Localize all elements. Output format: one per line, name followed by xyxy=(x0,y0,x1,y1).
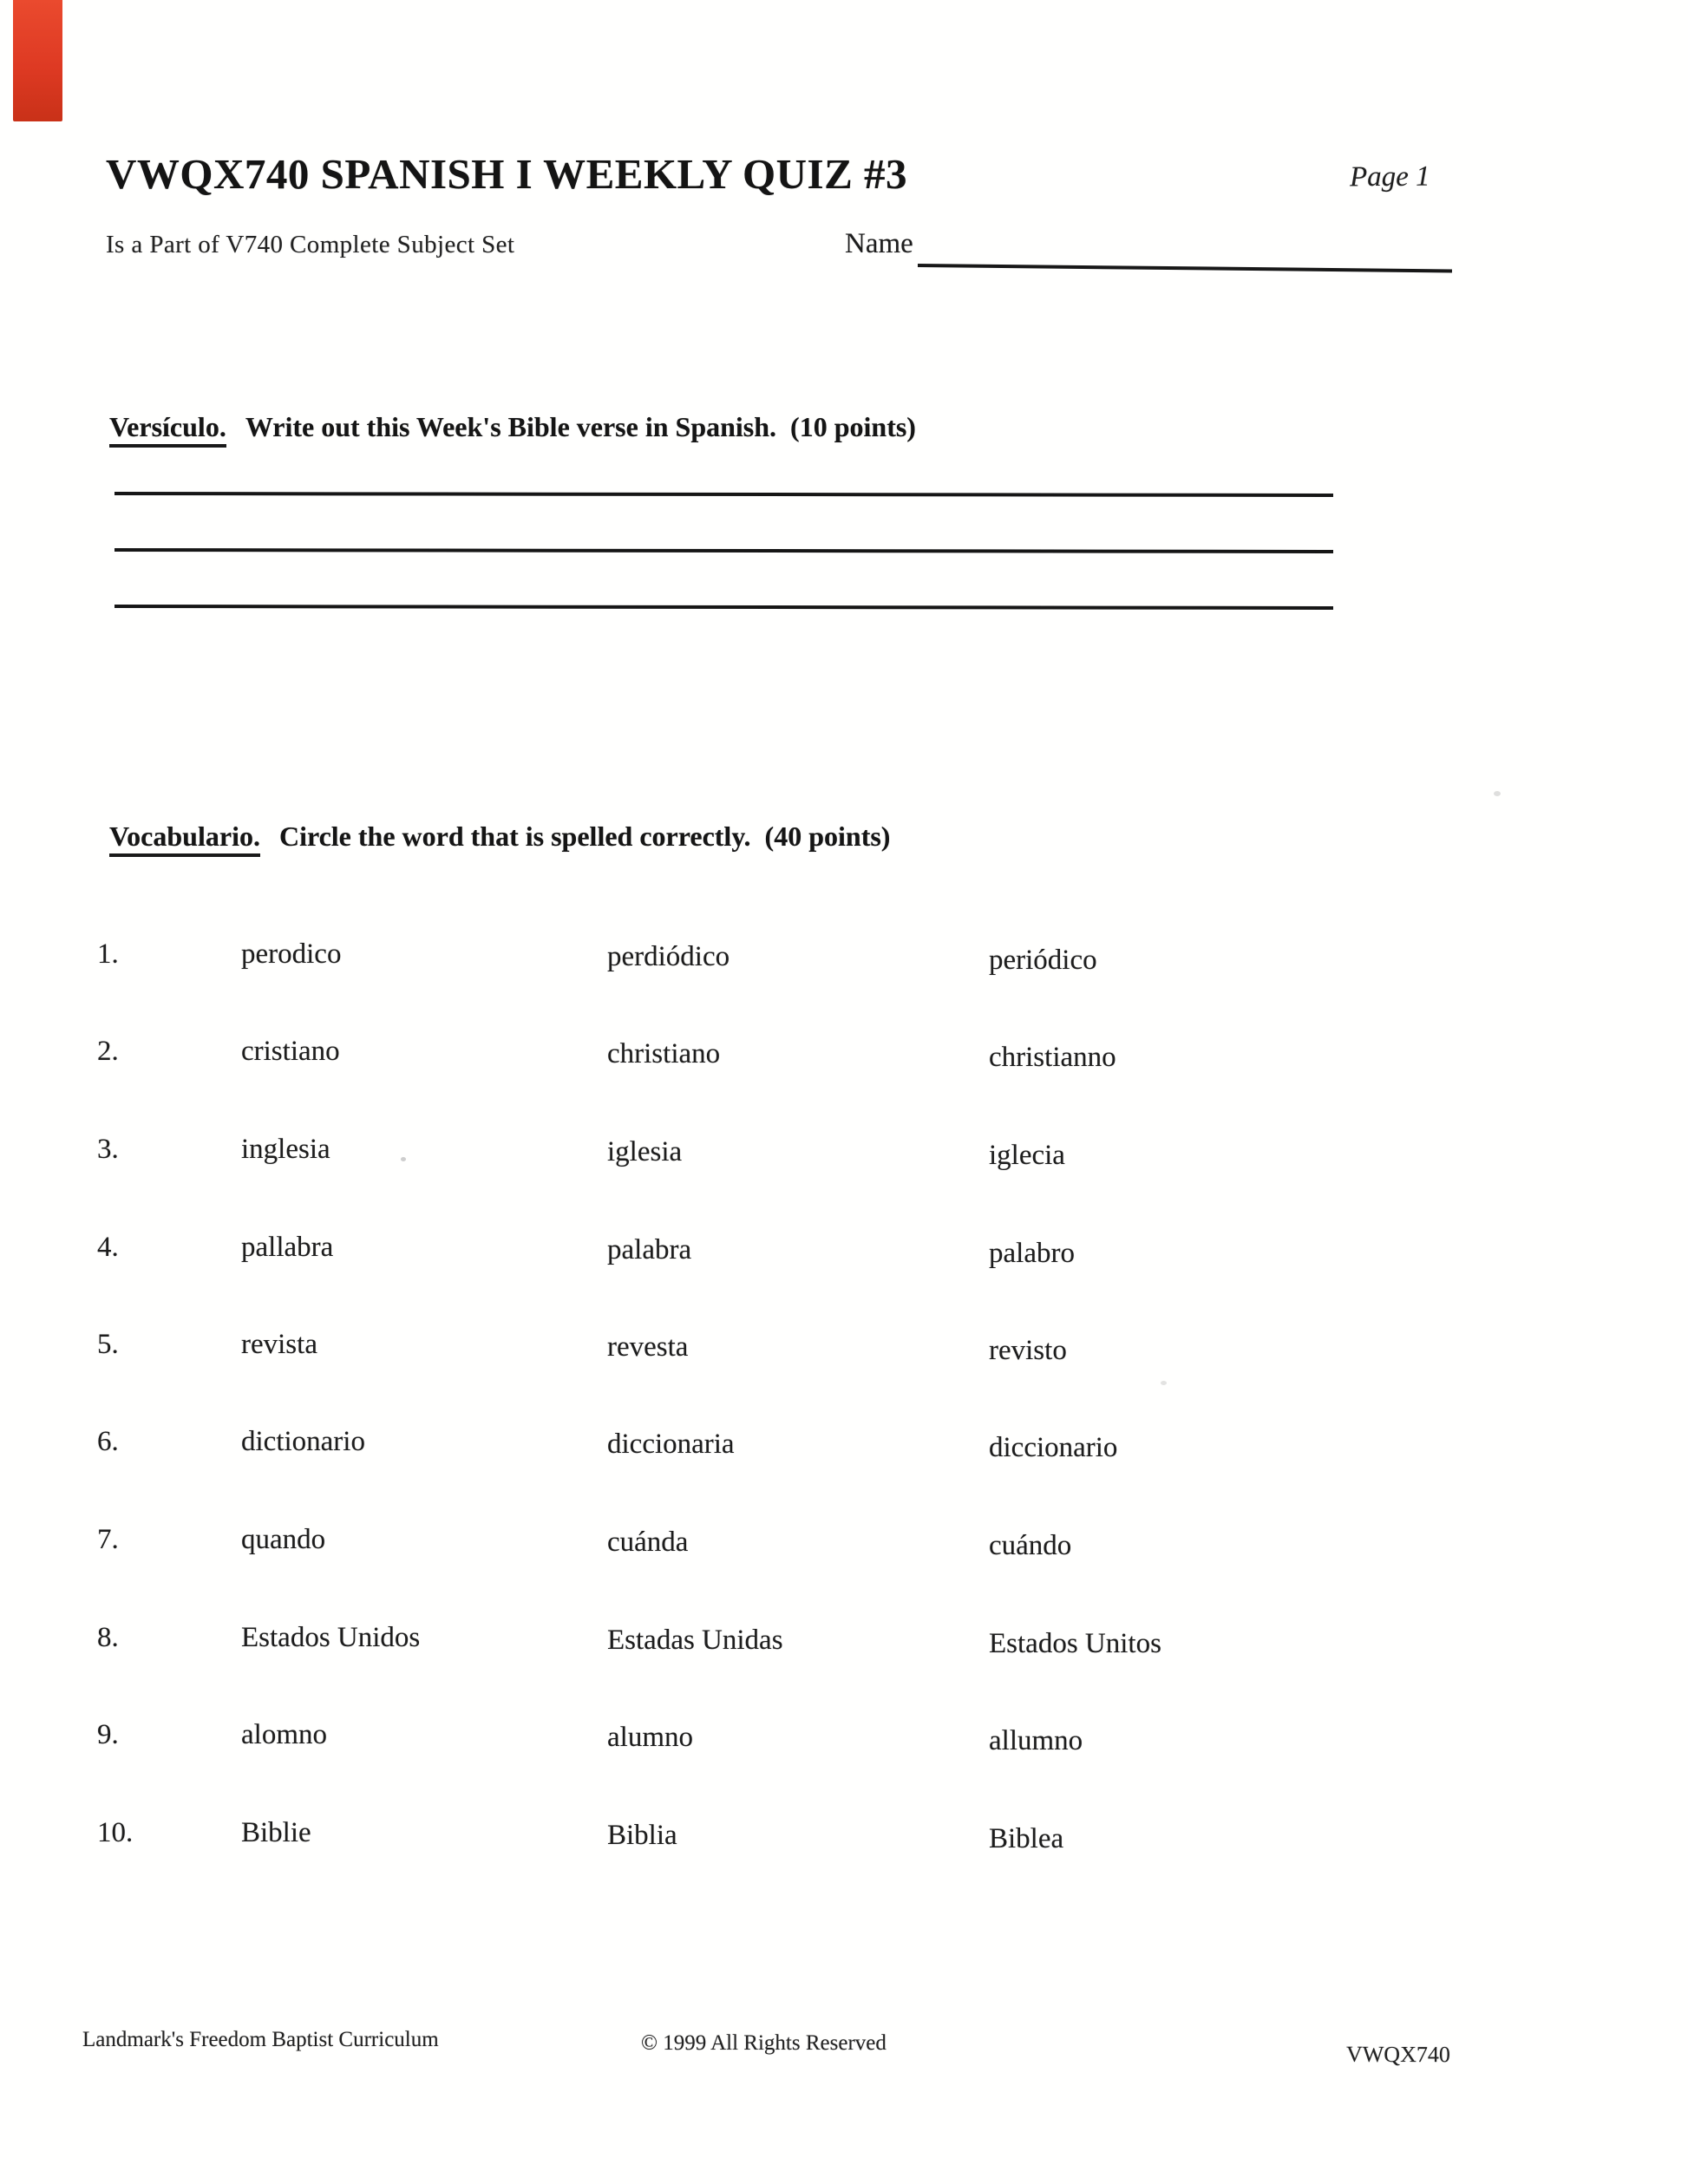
vocab-row-8 xyxy=(0,1622,1688,1664)
vocab-option[interactable]: Estados Unitos xyxy=(989,1628,1161,1659)
vocab-option[interactable]: Estadas Unidas xyxy=(607,1625,783,1656)
vocab-option[interactable]: palabra xyxy=(607,1234,692,1265)
vocab-row-4 xyxy=(0,1232,1688,1273)
scan-speck xyxy=(401,1157,406,1161)
vocab-option[interactable]: inglesia xyxy=(241,1134,330,1165)
vocab-row-1 xyxy=(0,938,1688,980)
item-number: 7. xyxy=(97,1524,119,1555)
item-number: 1. xyxy=(97,938,119,970)
vocab-option[interactable]: allumno xyxy=(989,1725,1083,1756)
vocab-option[interactable]: perodico xyxy=(241,938,342,970)
scan-artifact-red-strip xyxy=(13,0,62,121)
vocab-option[interactable]: cuánda xyxy=(607,1527,689,1558)
vocabulario-points: (40 points) xyxy=(764,821,891,852)
page-number: Page 1 xyxy=(1349,160,1430,193)
vocab-row-3 xyxy=(0,1134,1688,1175)
vocab-row-2 xyxy=(0,1036,1688,1077)
vocab-option[interactable]: palabro xyxy=(989,1238,1075,1269)
vocab-row-10 xyxy=(0,1817,1688,1859)
item-number: 6. xyxy=(97,1426,119,1457)
vocab-option[interactable]: revisto xyxy=(989,1335,1067,1366)
vocab-option[interactable]: Biblea xyxy=(989,1823,1064,1854)
vocab-option[interactable]: perdiódico xyxy=(607,941,730,972)
vocab-option[interactable]: quando xyxy=(241,1524,326,1555)
item-number: 8. xyxy=(97,1622,119,1653)
vocab-option[interactable]: Biblie xyxy=(241,1817,311,1848)
item-number: 10. xyxy=(97,1817,134,1848)
vocab-option[interactable]: revesta xyxy=(607,1331,689,1363)
vocab-option[interactable]: iglecia xyxy=(989,1140,1065,1171)
vocab-option[interactable]: dictionario xyxy=(241,1426,365,1457)
vocab-row-7 xyxy=(0,1524,1688,1566)
page-title: VWQX740 SPANISH I WEEKLY QUIZ #3 xyxy=(106,150,908,198)
vocab-option[interactable]: cristiano xyxy=(241,1036,340,1067)
vocabulario-instructions: Circle the word that is spelled correctly. xyxy=(278,821,751,852)
footer-copyright: © 1999 All Rights Reserved xyxy=(641,2031,887,2055)
vocab-option[interactable]: periódico xyxy=(989,945,1097,976)
footer-code: VWQX740 xyxy=(1345,2041,1450,2068)
versiculo-points: (10 points) xyxy=(790,411,916,442)
verse-answer-line-1[interactable] xyxy=(114,492,1333,497)
vocab-row-5 xyxy=(0,1329,1688,1370)
scan-speck xyxy=(1161,1381,1167,1385)
vocab-option[interactable]: Estados Unidos xyxy=(241,1622,421,1653)
item-number: 5. xyxy=(97,1329,119,1360)
name-label: Name xyxy=(845,228,913,259)
vocab-option[interactable]: iglesia xyxy=(607,1136,683,1167)
vocabulario-heading-word: Vocabulario. xyxy=(109,821,260,857)
item-number: 9. xyxy=(97,1719,119,1750)
vocabulario-section-heading xyxy=(109,821,890,857)
item-number: 4. xyxy=(97,1232,119,1263)
item-number: 3. xyxy=(97,1134,119,1165)
item-number: 2. xyxy=(97,1036,119,1067)
verse-answer-line-2[interactable] xyxy=(114,548,1333,553)
vocab-option[interactable]: christiano xyxy=(607,1038,721,1069)
vocab-option[interactable]: christianno xyxy=(989,1042,1116,1073)
vocab-option[interactable]: pallabra xyxy=(241,1232,334,1263)
vocab-option[interactable]: revista xyxy=(241,1329,317,1360)
footer-publisher: Landmark's Freedom Baptist Curriculum xyxy=(82,2028,439,2051)
scan-speck xyxy=(1494,791,1501,796)
versiculo-heading-word: Versículo. xyxy=(109,411,226,448)
vocab-option[interactable]: cuándo xyxy=(989,1530,1072,1561)
vocab-option[interactable]: alumno xyxy=(607,1722,693,1753)
vocab-option[interactable]: diccionaria xyxy=(607,1429,735,1460)
vocab-row-6 xyxy=(0,1426,1688,1468)
versiculo-section-heading xyxy=(109,411,916,448)
name-input-line[interactable] xyxy=(918,264,1452,272)
vocab-option[interactable]: diccionario xyxy=(989,1432,1118,1463)
vocab-option[interactable]: Biblia xyxy=(607,1820,677,1851)
verse-answer-line-3[interactable] xyxy=(114,605,1333,610)
vocab-option[interactable]: alomno xyxy=(241,1719,327,1750)
versiculo-instructions: Write out this Week's Bible verse in Spanish. xyxy=(245,411,777,442)
subtitle: Is a Part of V740 Complete Subject Set xyxy=(106,231,515,258)
vocab-row-9 xyxy=(0,1719,1688,1761)
